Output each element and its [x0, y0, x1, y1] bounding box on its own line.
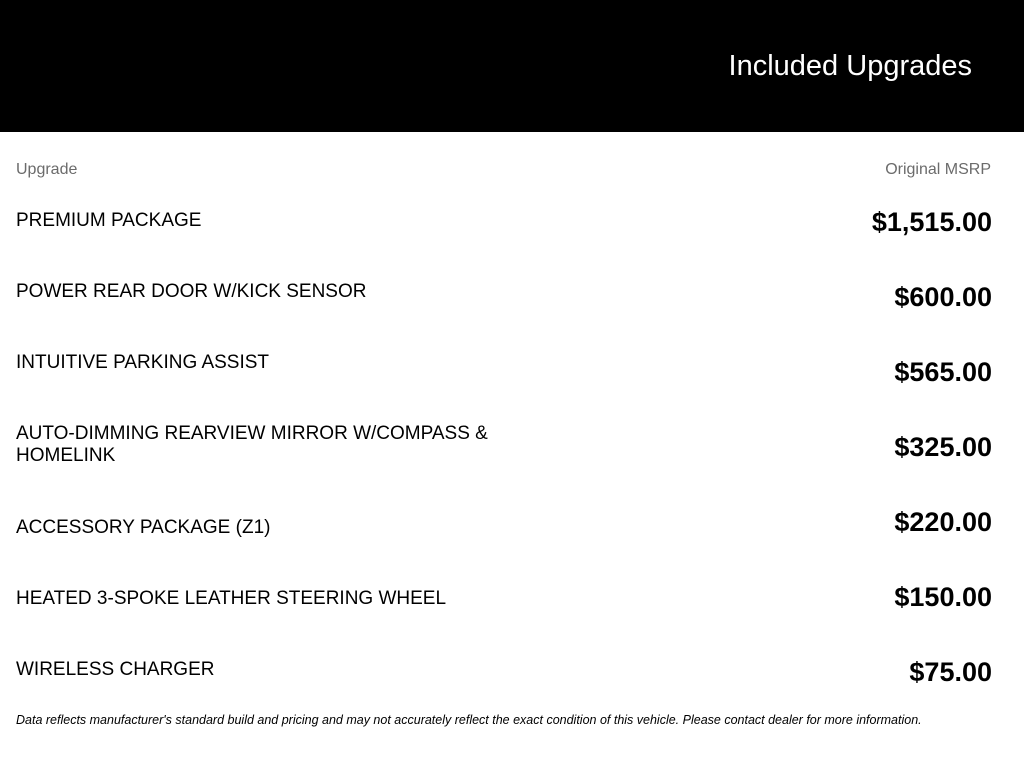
upgrade-name: ACCESSORY PACKAGE (Z1)	[16, 517, 271, 538]
upgrade-price: $220.00	[894, 507, 992, 537]
disclaimer-text: Data reflects manufacturer's standard build and pricing and may not accurately reflect the exact condition of this vehicle. Please contact dealer for more information.	[16, 713, 922, 727]
upgrade-price: $75.00	[909, 657, 992, 687]
upgrade-name: AUTO-DIMMING REARVIEW MIRROR W/COMPASS & HOMELINK	[16, 423, 488, 466]
column-header-msrp: Original MSRP	[885, 161, 991, 178]
upgrade-price: $150.00	[894, 582, 992, 612]
upgrade-price: $1,515.00	[871, 207, 992, 237]
upgrade-name: WIRELESS CHARGER	[16, 659, 215, 680]
page-title: Included Upgrades	[728, 50, 972, 82]
upgrade-price: $565.00	[894, 357, 992, 387]
upgrade-price: $600.00	[894, 282, 992, 312]
upgrade-price: $325.00	[894, 432, 992, 462]
upgrade-name: INTUITIVE PARKING ASSIST	[16, 352, 270, 373]
column-header-upgrade: Upgrade	[16, 161, 78, 178]
upgrade-name: POWER REAR DOOR W/KICK SENSOR	[16, 281, 367, 302]
upgrade-name: PREMIUM PACKAGE	[16, 210, 202, 231]
header-banner	[0, 0, 1024, 132]
upgrade-name: HEATED 3-SPOKE LEATHER STEERING WHEEL	[16, 588, 447, 609]
